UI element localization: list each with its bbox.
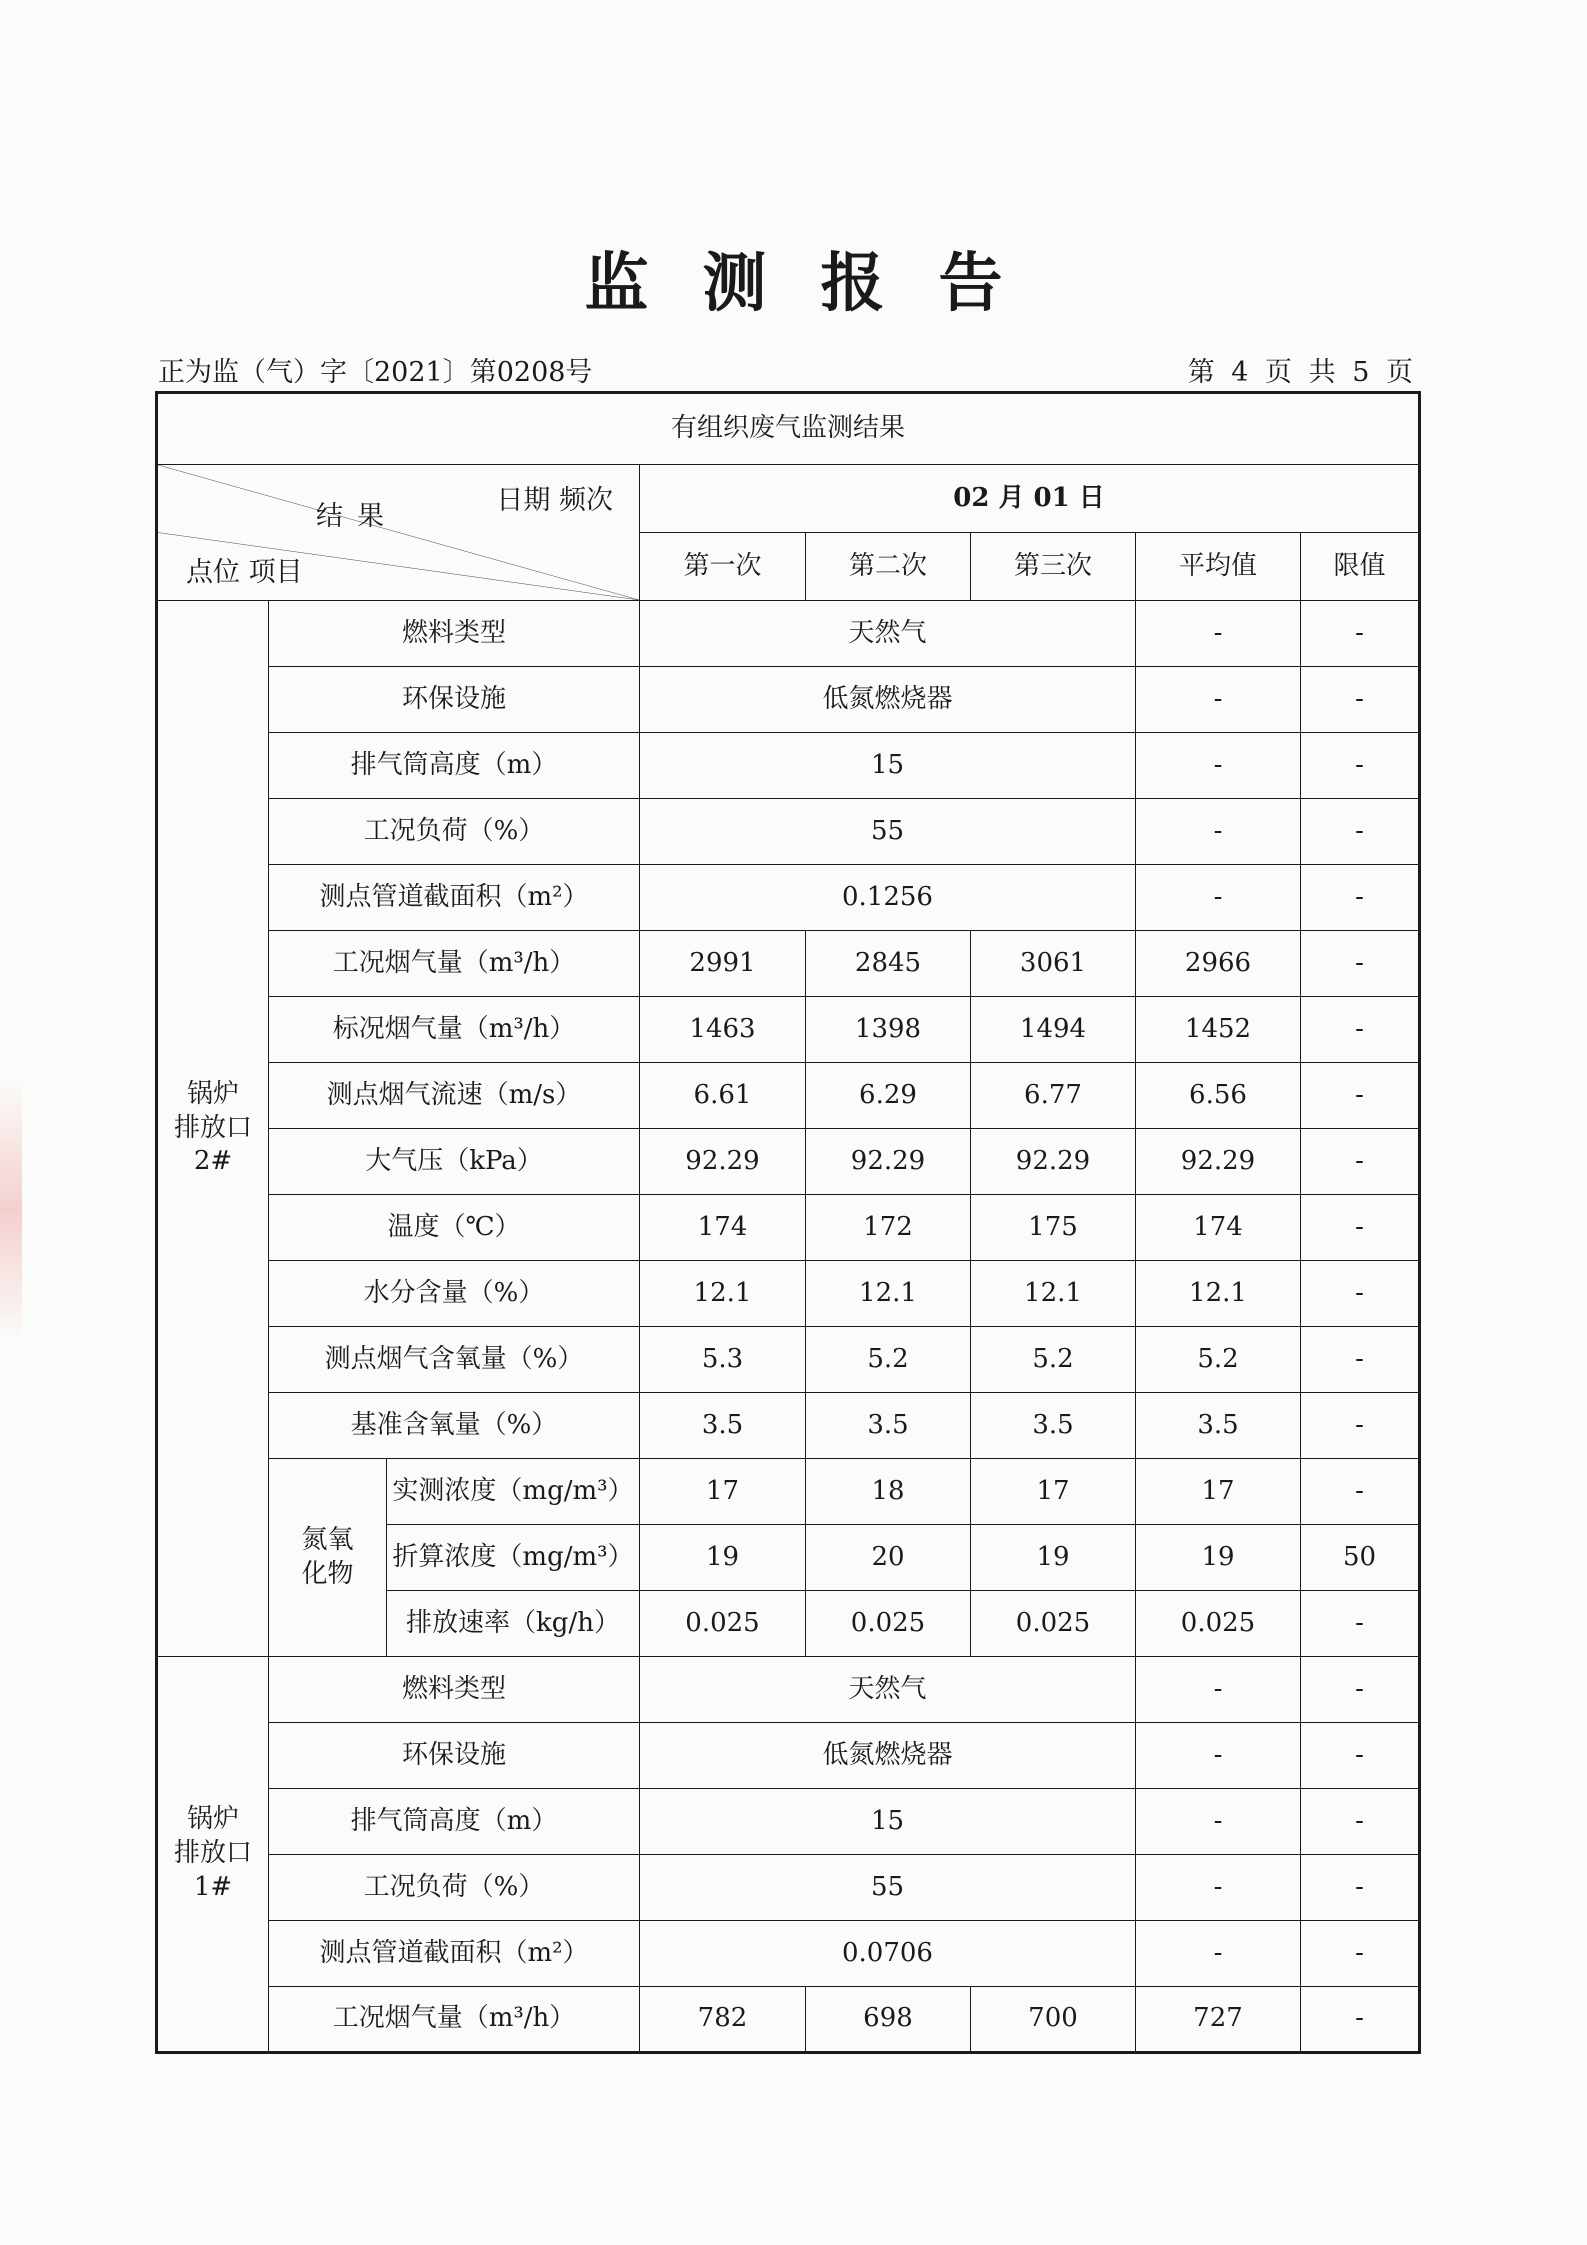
item-label: 测点烟气流速（m/s）: [269, 1063, 640, 1129]
item-label: 工况负荷（%）: [269, 799, 640, 865]
table-row: [157, 865, 1420, 931]
point-name-line: 2#: [193, 1146, 233, 1177]
data-cell: 782: [640, 1987, 806, 2053]
point-name-line: 排放口: [173, 1838, 252, 1869]
data-cell: 3.5: [971, 1393, 1136, 1459]
data-cell: 2966: [1136, 931, 1301, 997]
data-cell: 6.77: [971, 1063, 1136, 1129]
item-label: 温度（℃）: [269, 1195, 640, 1261]
table-row: [157, 1789, 1420, 1855]
data-cell: 172: [806, 1195, 971, 1261]
data-cell: -: [1301, 1459, 1420, 1525]
item-label: 实测浓度（mg/m³）: [387, 1459, 640, 1525]
merged-value: 天然气: [640, 601, 1136, 667]
data-cell: 6.61: [640, 1063, 806, 1129]
item-label: 燃料类型: [269, 601, 640, 667]
col-header-2nd: 第二次: [806, 533, 971, 601]
result-label: 结果: [316, 501, 398, 532]
data-cell: 0.025: [640, 1591, 806, 1657]
nox-name-line: 化物: [301, 1558, 354, 1589]
limit-value: -: [1301, 601, 1420, 667]
table-row: [157, 1459, 1420, 1525]
data-cell: -: [1301, 1063, 1420, 1129]
merged-value: 55: [640, 1855, 1136, 1921]
merged-value: 低氮燃烧器: [640, 1723, 1136, 1789]
table-row: [157, 667, 1420, 733]
item-label: 标况烟气量（m³/h）: [269, 997, 640, 1063]
data-cell: 3061: [971, 931, 1136, 997]
data-cell: 5.2: [971, 1327, 1136, 1393]
date-frequency-label: 日期 频次: [496, 485, 613, 516]
data-cell: 12.1: [1136, 1261, 1301, 1327]
data-cell: 19: [640, 1525, 806, 1591]
table-row: [157, 1987, 1420, 2053]
point-name-line: 锅炉: [186, 1804, 239, 1835]
merged-value: 低氮燃烧器: [640, 667, 1136, 733]
merged-value: 0.1256: [640, 865, 1136, 931]
data-cell: 6.29: [806, 1063, 971, 1129]
average-value: -: [1136, 1921, 1301, 1987]
data-cell: 3.5: [640, 1393, 806, 1459]
data-cell: -: [1301, 1195, 1420, 1261]
point-name-cell: [157, 601, 269, 1657]
col-header-limit: 限值: [1301, 533, 1420, 601]
data-cell: 5.2: [806, 1327, 971, 1393]
data-cell: -: [1301, 1591, 1420, 1657]
table-row: [157, 1855, 1420, 1921]
table-row: [157, 733, 1420, 799]
item-label: 测点管道截面积（m²）: [269, 865, 640, 931]
data-cell: 2845: [806, 931, 971, 997]
table-row: [157, 997, 1420, 1063]
average-value: -: [1136, 667, 1301, 733]
table-row: [157, 1723, 1420, 1789]
item-label: 环保设施: [269, 667, 640, 733]
table-row: [157, 1327, 1420, 1393]
data-cell: 3.5: [1136, 1393, 1301, 1459]
nox-name-line: 氮氧: [301, 1524, 354, 1555]
item-label: 测点管道截面积（m²）: [269, 1921, 640, 1987]
data-cell: 92.29: [806, 1129, 971, 1195]
limit-value: -: [1301, 667, 1420, 733]
data-cell: -: [1301, 1129, 1420, 1195]
page-number: 第 4 页 共 5 页: [1187, 357, 1417, 388]
data-cell: 1463: [640, 997, 806, 1063]
document-number: 正为监（气）字〔2021〕第0208号: [158, 357, 593, 388]
data-cell: 12.1: [806, 1261, 971, 1327]
data-cell: -: [1301, 1987, 1420, 2053]
data-cell: 18: [806, 1459, 971, 1525]
average-value: -: [1136, 1723, 1301, 1789]
merged-value: 15: [640, 1789, 1136, 1855]
date-header: 02 月 01 日: [640, 465, 1420, 533]
data-cell: 17: [971, 1459, 1136, 1525]
item-label: 大气压（kPa）: [269, 1129, 640, 1195]
table-row: [157, 931, 1420, 997]
average-value: -: [1136, 733, 1301, 799]
item-label: 折算浓度（mg/m³）: [387, 1525, 640, 1591]
data-cell: 0.025: [806, 1591, 971, 1657]
limit-value: -: [1301, 733, 1420, 799]
point-item-label: 点位 项目: [186, 556, 303, 588]
item-label: 排放速率（kg/h）: [387, 1591, 640, 1657]
data-cell: 727: [1136, 1987, 1301, 2053]
item-label: 工况烟气量（m³/h）: [269, 931, 640, 997]
item-label: 排气筒高度（m）: [269, 1789, 640, 1855]
point-name-line: 排放口: [173, 1112, 252, 1143]
col-header-3rd: 第三次: [971, 533, 1136, 601]
data-cell: -: [1301, 1393, 1420, 1459]
data-cell: 1398: [806, 997, 971, 1063]
data-cell: 6.56: [1136, 1063, 1301, 1129]
data-cell: -: [1301, 997, 1420, 1063]
table-row: [157, 1393, 1420, 1459]
table-row: [157, 1129, 1420, 1195]
data-cell: 17: [640, 1459, 806, 1525]
average-value: -: [1136, 865, 1301, 931]
item-label: 测点烟气含氧量（%）: [269, 1327, 640, 1393]
item-label: 燃料类型: [269, 1657, 640, 1723]
table-row: [157, 1921, 1420, 1987]
table-row: [157, 799, 1420, 865]
merged-value: 天然气: [640, 1657, 1136, 1723]
item-label: 基准含氧量（%）: [269, 1393, 640, 1459]
limit-value: -: [1301, 1657, 1420, 1723]
item-label: 水分含量（%）: [269, 1261, 640, 1327]
data-cell: 50: [1301, 1525, 1420, 1591]
merged-value: 55: [640, 799, 1136, 865]
limit-value: -: [1301, 1921, 1420, 1987]
data-cell: 2991: [640, 931, 806, 997]
data-cell: 3.5: [806, 1393, 971, 1459]
point-name-line: 1#: [193, 1871, 233, 1902]
data-cell: 17: [1136, 1459, 1301, 1525]
data-cell: 12.1: [971, 1261, 1136, 1327]
data-cell: -: [1301, 1327, 1420, 1393]
average-value: -: [1136, 1789, 1301, 1855]
average-value: -: [1136, 601, 1301, 667]
item-label: 工况烟气量（m³/h）: [269, 1987, 640, 2053]
table-row: [157, 1063, 1420, 1129]
diagonal-header-cell: [157, 465, 640, 601]
data-cell: 20: [806, 1525, 971, 1591]
data-cell: 0.025: [971, 1591, 1136, 1657]
limit-value: -: [1301, 1789, 1420, 1855]
table-row: [157, 1657, 1420, 1723]
limit-value: -: [1301, 799, 1420, 865]
data-cell: 19: [1136, 1525, 1301, 1591]
table-caption: 有组织废气监测结果: [157, 393, 1420, 465]
data-cell: 698: [806, 1987, 971, 2053]
table-row: [157, 601, 1420, 667]
merged-value: 0.0706: [640, 1921, 1136, 1987]
item-label: 工况负荷（%）: [269, 1855, 640, 1921]
point-name-line: 锅炉: [186, 1078, 239, 1109]
data-cell: 174: [640, 1195, 806, 1261]
item-label: 排气筒高度（m）: [269, 733, 640, 799]
data-cell: 700: [971, 1987, 1136, 2053]
point-name-cell: [157, 1657, 269, 2053]
data-cell: -: [1301, 1261, 1420, 1327]
nox-group-cell: [269, 1459, 387, 1657]
limit-value: -: [1301, 1855, 1420, 1921]
data-cell: 5.2: [1136, 1327, 1301, 1393]
col-header-average: 平均值: [1136, 533, 1301, 601]
table-row: [157, 1195, 1420, 1261]
data-cell: 92.29: [971, 1129, 1136, 1195]
data-cell: 12.1: [640, 1261, 806, 1327]
data-cell: 174: [1136, 1195, 1301, 1261]
data-cell: 19: [971, 1525, 1136, 1591]
data-cell: -: [1301, 931, 1420, 997]
monitoring-results-table: [155, 391, 1421, 2054]
data-cell: 0.025: [1136, 1591, 1301, 1657]
merged-value: 15: [640, 733, 1136, 799]
average-value: -: [1136, 799, 1301, 865]
item-label: 环保设施: [269, 1723, 640, 1789]
average-value: -: [1136, 1855, 1301, 1921]
data-cell: 92.29: [1136, 1129, 1301, 1195]
data-cell: 1452: [1136, 997, 1301, 1063]
limit-value: -: [1301, 865, 1420, 931]
limit-value: -: [1301, 1723, 1420, 1789]
data-cell: 175: [971, 1195, 1136, 1261]
data-cell: 5.3: [640, 1327, 806, 1393]
col-header-1st: 第一次: [640, 533, 806, 601]
table-row: [157, 1261, 1420, 1327]
data-cell: 1494: [971, 997, 1136, 1063]
average-value: -: [1136, 1657, 1301, 1723]
seal-watermark: [0, 1080, 22, 1340]
page-title: 监测报告: [584, 246, 1057, 321]
data-cell: 92.29: [640, 1129, 806, 1195]
